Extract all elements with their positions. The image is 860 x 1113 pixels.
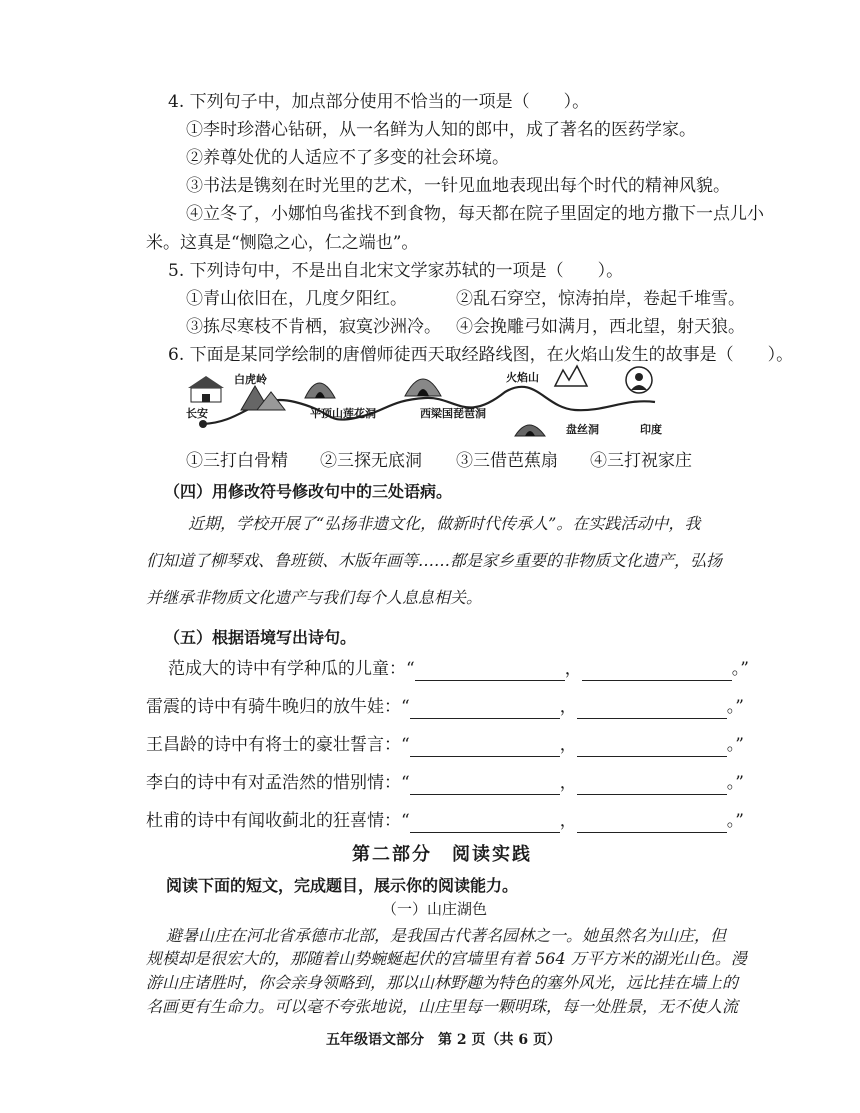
comma: ， xyxy=(559,811,577,831)
poem-row-1-blank-2[interactable] xyxy=(582,662,732,681)
place-xiliang: 西梁国琵琶洞 xyxy=(420,407,486,420)
q4-option-4b: 米。这真是“恻隐之心，仁之端也”。 xyxy=(146,233,419,253)
poem-row-2 xyxy=(146,695,744,719)
section4-line-1: 近期，学校开展了“弘扬非遗文化，做新时代传承人”。在实践活动中，我 xyxy=(188,514,701,533)
quote-end: 。” xyxy=(726,773,744,793)
poem-row-3 xyxy=(146,733,744,757)
comma: ， xyxy=(559,697,577,717)
pingding-cave-icon xyxy=(305,383,335,398)
q5-option-1: ①青山依旧在，几度夕阳红。 xyxy=(186,289,407,309)
q4-stem: 4. 下列句子中，加点部分使用不恰当的一项是（ ）。 xyxy=(168,92,590,112)
poem-row-3-blank-2[interactable] xyxy=(577,738,727,757)
q5-option-3: ③拣尽寒枝不肯栖，寂寞沙洲冷。 xyxy=(186,317,441,337)
quote-end: 。” xyxy=(726,735,744,755)
passage-line-1: 避暑山庄在河北省承德市北部，是我国古代著名园林之一。她虽然名为山庄，但 xyxy=(166,926,727,945)
section4-line-2: 们知道了柳琴戏、鲁班锁、木版年画等……都是家乡重要的非物质文化遗产，弘扬 xyxy=(146,551,723,570)
place-huoyan: 火焰山 xyxy=(506,371,539,384)
q4-option-3: ③书法是镌刻在时光里的艺术，一针见血地表现出每个时代的精神风貌。 xyxy=(186,176,730,196)
quote-end: 。” xyxy=(726,697,744,717)
q5-stem: 5. 下列诗句中，不是出自北宋文学家苏轼的一项是（ ）。 xyxy=(168,261,624,281)
poem-row-4-blank-1[interactable] xyxy=(410,776,560,795)
poem-row-2-blank-2[interactable] xyxy=(577,700,727,719)
quote-end: 。” xyxy=(731,659,749,679)
poem-row-1-prompt: 范成大的诗中有学种瓜的儿童：“ xyxy=(168,659,415,679)
part2-title: 第二部分 阅读实践 xyxy=(352,844,532,865)
passage-line-3: 游山庄诸胜时，你会亲身领略到，那以山林野趣为特色的塞外风光，远比挂在墙上的 xyxy=(146,973,739,992)
q5-option-4: ④会挽雕弓如满月，西北望，射天狼。 xyxy=(456,317,745,337)
comma: ， xyxy=(564,659,582,679)
place-changan: 长安 xyxy=(186,407,208,420)
q6-option-2: ②三探无底洞 xyxy=(320,451,422,471)
q6-option-3: ③三借芭蕉扇 xyxy=(456,451,558,471)
q5-option-2: ②乱石穿空，惊涛拍岸，卷起千堆雪。 xyxy=(456,289,745,309)
poem-row-3-prompt: 王昌龄的诗中有将士的豪壮誓言：“ xyxy=(146,735,410,755)
changan-city-icon xyxy=(188,376,224,402)
q4-option-4a: ④立冬了，小娜怕鸟雀找不到食物，每天都在院子里固定的地方撒下一点儿小 xyxy=(186,204,764,224)
section4-line-3: 并继承非物质文化遗产与我们每个人息息相关。 xyxy=(146,588,483,607)
quote-end: 。” xyxy=(726,811,744,831)
poem-row-2-blank-1[interactable] xyxy=(410,700,560,719)
place-pansi: 盘丝洞 xyxy=(566,423,599,436)
passage-title: （一）山庄湖色 xyxy=(382,900,488,918)
page-footer: 五年级语文部分 第 2 页（共 6 页） xyxy=(326,1032,561,1048)
q6-stem: 6. 下面是某同学绘制的唐僧师徒西天取经路线图，在火焰山发生的故事是（ ）。 xyxy=(168,345,794,365)
section5-title: （五）根据语境写出诗句。 xyxy=(164,628,357,647)
huoyan-mountain-icon xyxy=(555,366,587,386)
poem-row-1 xyxy=(168,657,749,681)
poem-row-5-blank-1[interactable] xyxy=(410,814,560,833)
comma: ， xyxy=(559,773,577,793)
q6-option-4: ④三打祝家庄 xyxy=(590,451,692,471)
passage-line-2: 规模却是很宏大的，那随着山势蜿蜒起伏的宫墙里有着 564 万平方米的湖光山色。漫 xyxy=(146,949,747,968)
poem-row-2-prompt: 雷震的诗中有骑牛晚归的放牛娃：“ xyxy=(146,697,410,717)
poem-row-5-prompt: 杜甫的诗中有闻收蓟北的狂喜情：“ xyxy=(146,811,410,831)
q6-option-1: ①三打白骨精 xyxy=(186,451,288,471)
xiliang-cave-icon xyxy=(405,379,441,396)
poem-row-5 xyxy=(146,809,744,833)
poem-row-3-blank-1[interactable] xyxy=(410,738,560,757)
section4-title: （四）用修改符号修改句中的三处语病。 xyxy=(164,482,453,501)
q4-option-2: ②养尊处优的人适应不了多变的社会环境。 xyxy=(186,148,509,168)
poem-row-4-blank-2[interactable] xyxy=(577,776,727,795)
q4-option-1: ①李时珍潜心钻研，从一名鲜为人知的郎中，成了著名的医药学家。 xyxy=(186,120,696,140)
place-pingding: 平顶山莲花洞 xyxy=(310,407,376,420)
poem-row-1-blank-1[interactable] xyxy=(415,662,565,681)
poem-row-4-prompt: 李白的诗中有对孟浩然的惜别情：“ xyxy=(146,773,410,793)
comma: ， xyxy=(559,735,577,755)
place-yindu: 印度 xyxy=(640,423,662,436)
yindu-buddha-icon xyxy=(626,367,652,393)
part2-intro: 阅读下面的短文，完成题目，展示你的阅读能力。 xyxy=(166,876,519,895)
pansi-cave-icon xyxy=(515,425,545,436)
poem-row-4 xyxy=(146,771,744,795)
passage-line-4: 名画更有生命力。可以毫不夸张地说，山庄里每一颗明珠，每一处胜景，无不使人流 xyxy=(146,997,739,1016)
poem-row-5-blank-2[interactable] xyxy=(577,814,727,833)
place-baihuling: 白虎岭 xyxy=(234,373,267,386)
